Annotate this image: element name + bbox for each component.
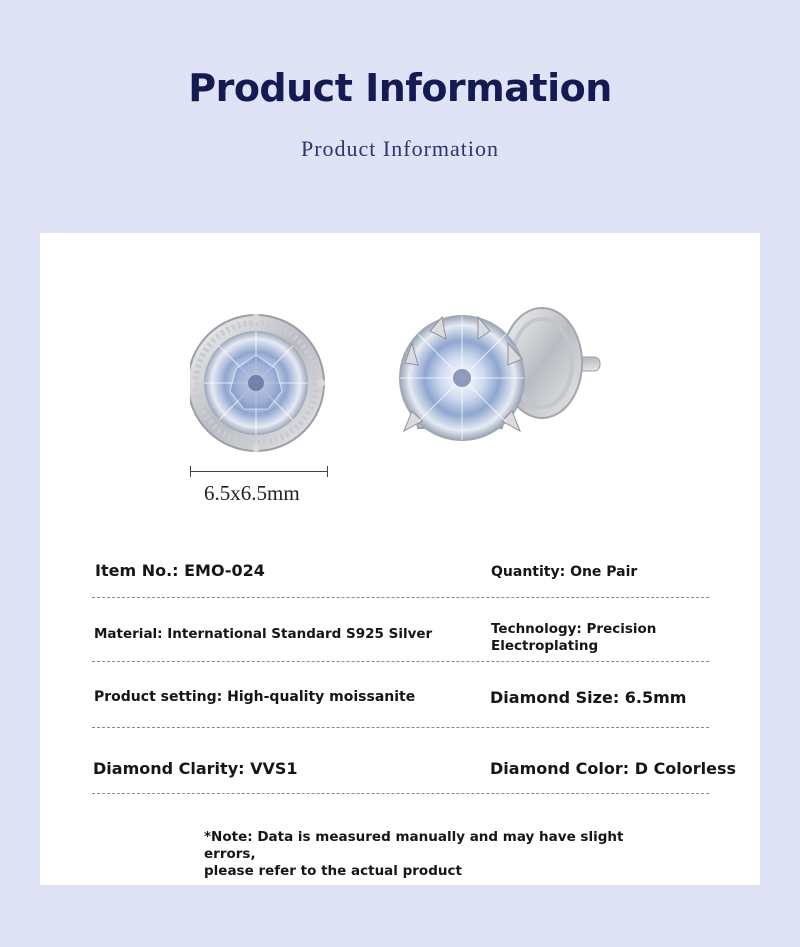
separator <box>92 727 709 728</box>
spec-technology <box>491 621 656 655</box>
separator <box>92 793 709 794</box>
spec-item-no: Item No.: EMO-024 <box>95 561 265 580</box>
spec-technology-line2: Electroplating <box>491 638 599 654</box>
dimension-label: 6.5x6.5mm <box>204 481 300 505</box>
product-info-card <box>40 233 760 885</box>
page-title: Product Information <box>188 66 612 110</box>
spec-product-setting: Product setting: High-quality moissanite <box>94 689 416 705</box>
separator <box>92 597 709 598</box>
dimension-line <box>190 471 328 472</box>
spec-material: Material: International Standard S925 Silver <box>94 626 433 642</box>
spec-quantity: Quantity: One Pair <box>491 564 638 580</box>
measurement-note <box>204 829 664 880</box>
separator <box>92 661 709 662</box>
spec-technology-line1: Technology: Precision <box>491 621 657 637</box>
note-line-2: please refer to the actual product <box>204 863 462 879</box>
note-line-1: *Note: Data is measured manually and may have slight errors, <box>204 829 624 862</box>
front-view-stud <box>190 314 325 452</box>
earring-product-image <box>190 303 650 463</box>
spec-diamond-color: Diamond Color: D Colorless <box>490 759 737 778</box>
spec-diamond-clarity: Diamond Clarity: VVS1 <box>93 759 298 778</box>
page-subtitle: Product Information <box>300 136 500 161</box>
side-view-stud <box>400 308 600 440</box>
spec-diamond-size: Diamond Size: 6.5mm <box>490 688 687 707</box>
